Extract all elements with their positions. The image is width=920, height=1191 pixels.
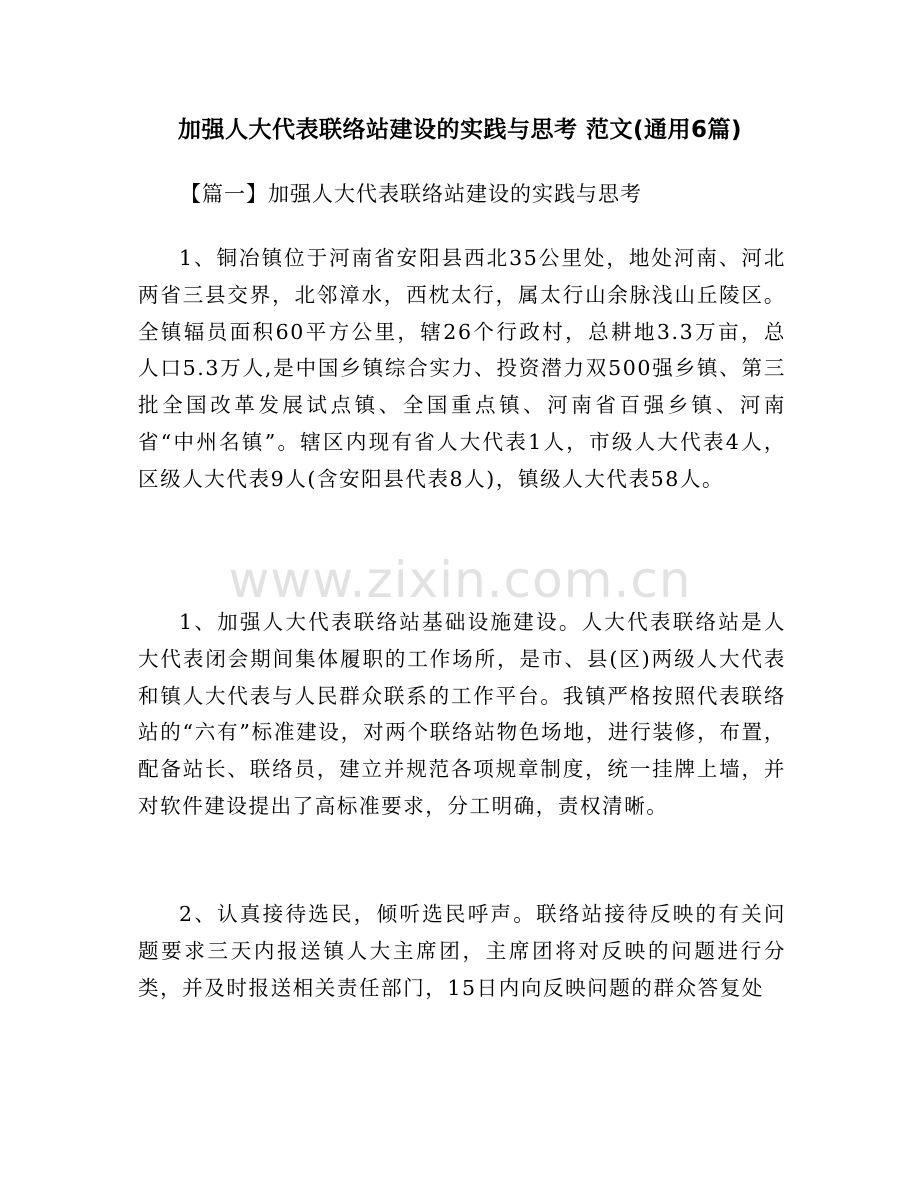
- document-title: 加强人大代表联络站建设的实践与思考 范文(通用6篇): [177, 117, 743, 143]
- paragraph-intro: 1、铜冶镇位于河南省安阳县西北35公里处，地处河南、河北两省三县交界，北邻漳水，西枕太行，属太行山余脉浅山丘陵区。全镇辐员面积60平方公里，辖26个行政村，总耕地3.3万亩，总人口5.3万人,是中国乡镇综合实力、投资潜力双500强乡镇、第三批全国改革发展试点镇、全国重点镇、河南省百强乡镇、河南省“中州名镇”。辖区内现有省人大代表1人，市级人大代表4人，区级人大代表9人(含安阳县代表8人)，镇级人大代表58人。: [138, 246, 786, 491]
- watermark: www.zixin.com.cn: [228, 551, 692, 609]
- paragraph-reception: 2、认真接待选民，倾听选民呼声。联络站接待反映的有关问题要求三天内报送镇人大主席团，主席团将对反映的问题进行分类，并及时报送相关责任部门，15日内向反映问题的群众答复处: [138, 902, 786, 1000]
- section-heading: 【篇一】加强人大代表联络站建设的实践与思考: [180, 182, 642, 206]
- paragraph-infrastructure: 1、加强人大代表联络站基础设施建设。人大代表联络站是人大代表闭会期间集体履职的工作场所，是市、县(区)两级人大代表和镇人大代表与人民群众联系的工作平台。我镇严格按照代表联络站的“六有”标准建设，对两个联络站物色场地，进行装修，布置，配备站长、联络员，建立并规范各项规章制度，统一挂牌上墙，并对软件建设提出了高标准要求，分工明确，责权清晰。: [138, 610, 786, 818]
